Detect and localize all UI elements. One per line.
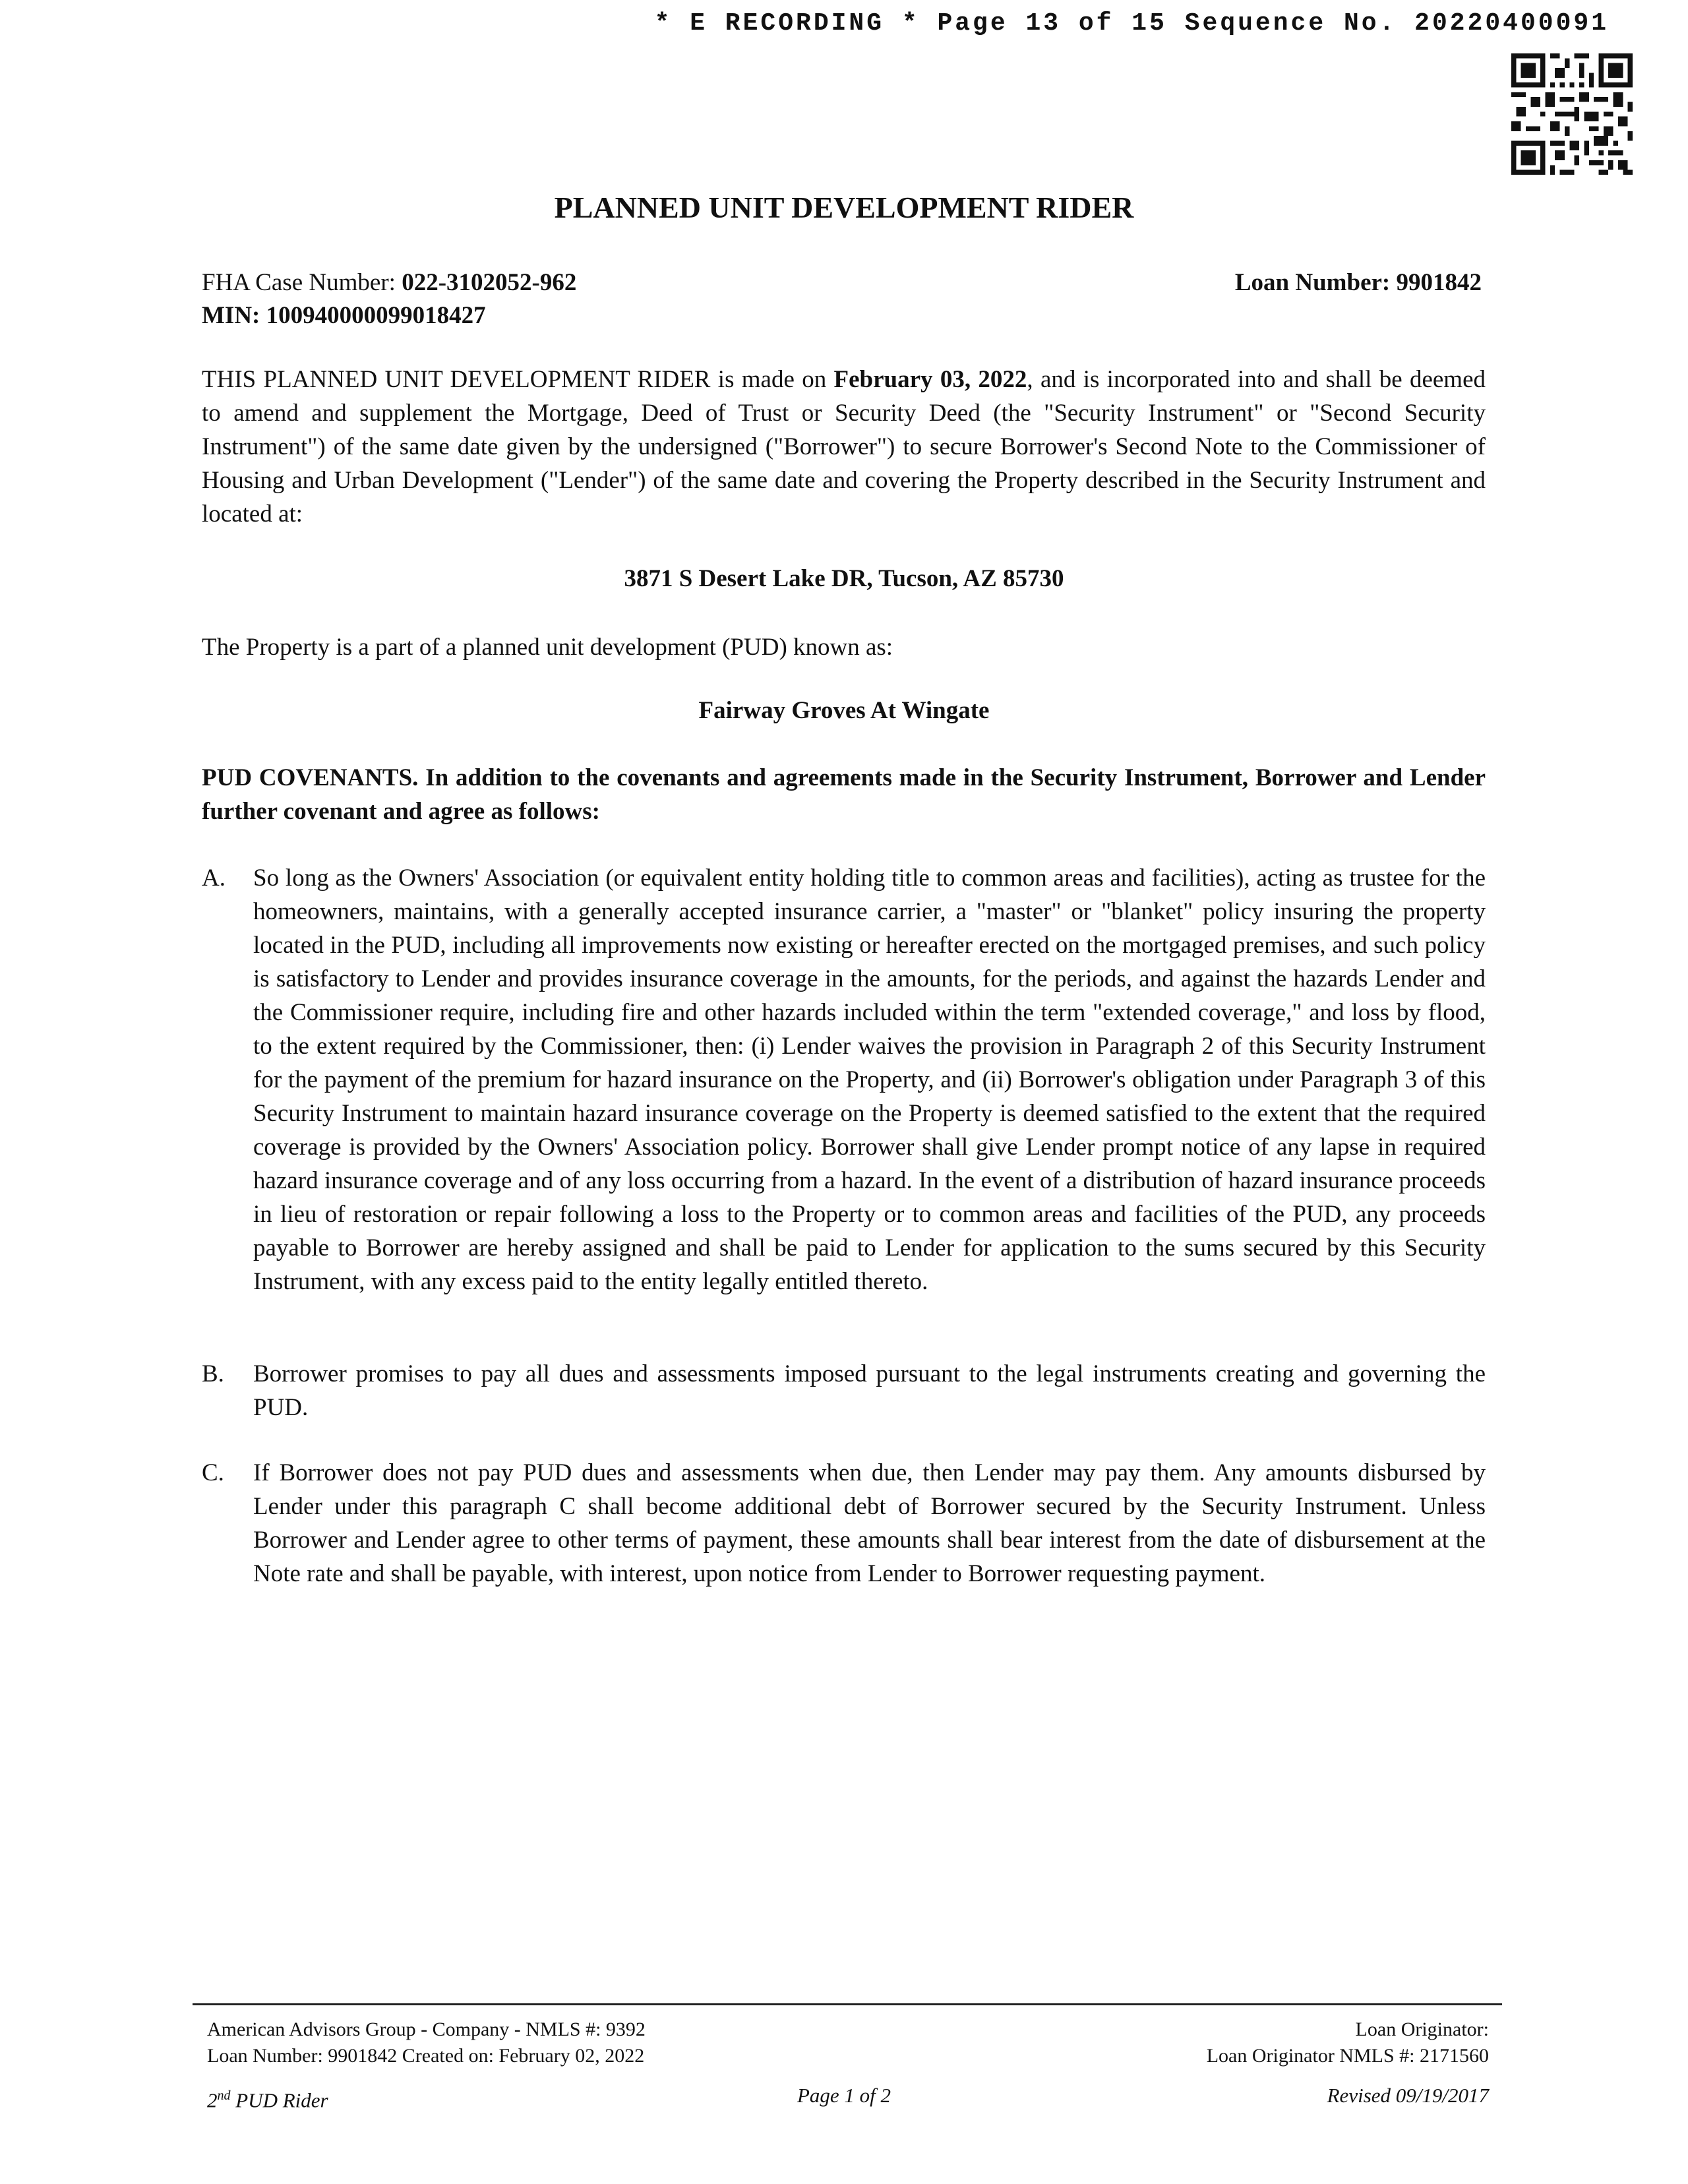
intro-paragraph xyxy=(202,363,1486,531)
revised-date: Revised 09/19/2017 xyxy=(1327,2084,1489,2107)
intro-text-2: , and is incorporated into and shall be deemed to amend and supplement the Mortgage, Deed of Trust or Security Deed (the "Security Instrument" or "Second Security Instrument") of the same date given by the undersigned ("Borrower") to secure Borrower's Second Note to the Commissioner of Housing and Urban Development ("Lender") of the same date and covering the Property described in the Security Instrument and located at: xyxy=(202,366,1486,528)
footer-right xyxy=(1207,2017,1489,2069)
covenant-text-b: Borrower promises to pay all dues and assessments imposed pursuant to the legal instruments creating and governing the PUD. xyxy=(253,1360,1486,1421)
property-address: 3871 S Desert Lake DR, Tucson, AZ 85730 xyxy=(624,565,1064,592)
covenant-label-c: C. xyxy=(202,1459,224,1486)
qr-code-icon xyxy=(1511,51,1633,177)
footer-left xyxy=(207,2017,646,2069)
created-line: Loan Number: 9901842 Created on: February 02, 2022 xyxy=(207,2045,645,2067)
document-title: PLANNED UNIT DEVELOPMENT RIDER xyxy=(554,191,1134,224)
company-line: American Advisors Group - Company - NMLS #: 9392 xyxy=(207,2018,646,2040)
min-number: MIN: 100940000099018427 xyxy=(202,302,486,329)
fha-case-label: FHA Case Number: xyxy=(202,269,402,296)
intro-date: February 03, 2022 xyxy=(833,366,1027,393)
intro-text-1: THIS PLANNED UNIT DEVELOPMENT RIDER is made on xyxy=(202,366,834,393)
covenant-label-b: B. xyxy=(202,1360,224,1387)
covenants-heading: PUD COVENANTS. In addition to the covenants and agreements made in the Security Instrument, Borrower and Lender further covenant and agree as follows: xyxy=(202,764,1486,825)
form-suffix: PUD Rider xyxy=(230,2088,328,2112)
fha-case-number xyxy=(202,266,576,299)
fha-case-value: 022-3102052-962 xyxy=(402,269,577,296)
pud-name: Fairway Groves At Wingate xyxy=(698,697,990,724)
covenant-text-a: So long as the Owners' Association (or equivalent entity holding title to common areas and facilities), acting as trustee for the homeowners, maintains, with a generally accepted insurance carrier, a "master" or "blanket" policy insuring the property located in the PUD, including all improvements now existing or hereafter erected on the mortgaged premises, and such policy is satisfactory to Lender and provides insurance coverage in the amounts, for the periods, and against the hazards Lender and the Commissioner require, including fire and other hazards included within the term "extended coverage," and loss by flood, to the extent required by the Commissioner, then: (i) Lender waives the provision in Paragraph 2 of this Security Instrument for the payment of the premium for hazard insurance on the Property, and (ii) Borrower's obligation under Paragraph 3 of this Security Instrument to maintain hazard insurance coverage on the Property is deemed satisfied to the extent that the required coverage is provided by the Owners' Association policy. Borrower shall give Lender prompt notice of any lapse in required hazard insurance coverage and of any loss occurring from a hazard. In the event of a distribution of hazard insurance proceeds in lieu of restoration or repair following a loss to the Property or to common areas and facilities of the PUD, any proceeds payable to Borrower are hereby assigned and shall be paid to Lender for application to the sums secured by this Security Instrument, with any excess paid to the entity legally entitled thereto. xyxy=(253,864,1486,1295)
footer-divider xyxy=(193,2003,1502,2005)
case-info xyxy=(202,266,576,332)
originator-nmls: Loan Originator NMLS #: 2171560 xyxy=(1206,2045,1489,2067)
covenant-label-a: A. xyxy=(202,864,226,892)
covenant-text-c: If Borrower does not pay PUD dues and assessments when due, then Lender may pay them. Any amounts disbursed by Lender under this paragraph C shall become additional debt of Borrower secured by the Security Instrument. Unless Borrower and Lender agree to other terms of payment, these amounts shall bear interest from the date of disbursement at the Note rate and shall be payable, with interest, upon notice from Lender to Borrower requesting payment. xyxy=(253,1459,1486,1587)
page-indicator: Page 1 of 2 xyxy=(797,2084,891,2107)
pud-intro: The Property is a part of a planned unit development (PUD) known as: xyxy=(202,634,893,661)
covenant-item-c xyxy=(202,1456,1486,1591)
form-prefix: 2 xyxy=(207,2088,218,2112)
covenant-item-b xyxy=(202,1357,1486,1424)
recording-stamp: * E RECORDING * Page 13 of 15 Sequence No. 20220400091 xyxy=(654,9,1609,38)
form-sup: nd xyxy=(217,2088,231,2103)
covenant-item-a xyxy=(202,861,1486,1298)
originator-label: Loan Originator: xyxy=(1355,2018,1489,2040)
loan-number: Loan Number: 9901842 xyxy=(1234,269,1482,296)
